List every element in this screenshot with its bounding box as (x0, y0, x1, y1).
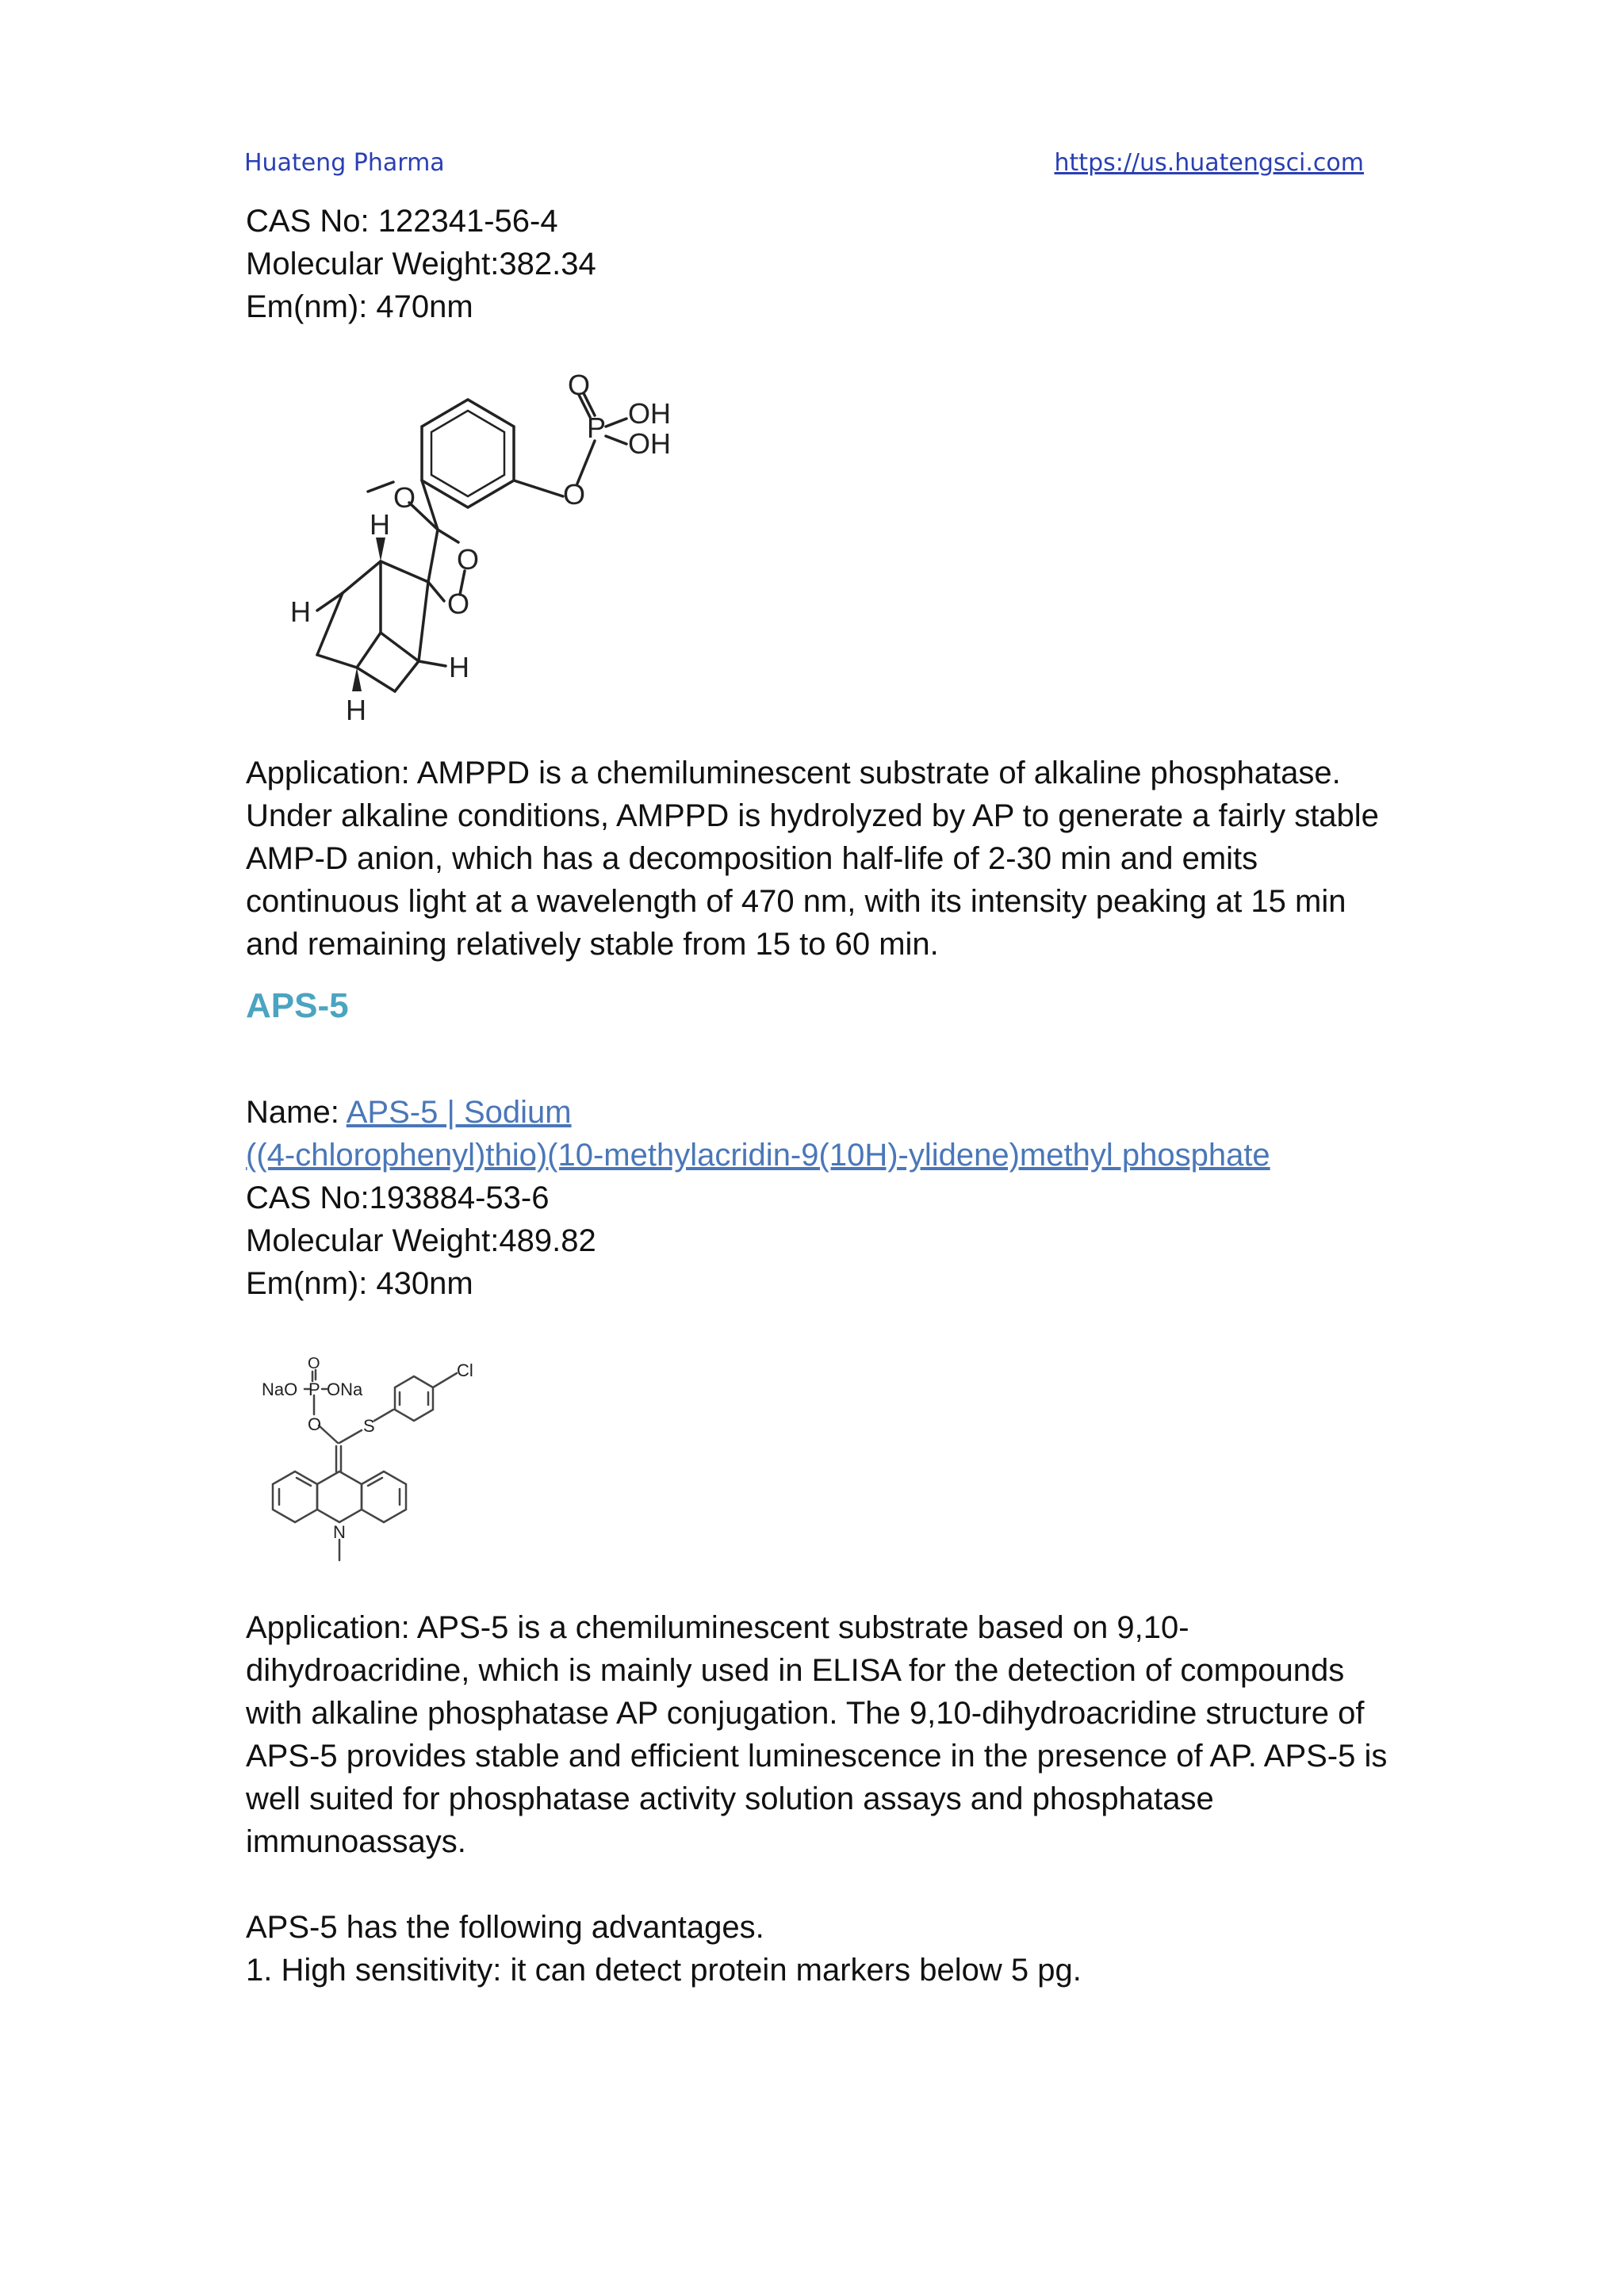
atom-h-label: H (290, 595, 311, 628)
atom-h-label: H (449, 651, 469, 683)
aps5-name-label: Name: (246, 1095, 347, 1130)
aps5-name-line (246, 1091, 1388, 1134)
atom-o-label: O (563, 478, 586, 511)
atom-o-label: O (568, 371, 591, 401)
amppd-cas: CAS No: 122341-56-4 (246, 204, 558, 239)
aps5-structure-image (257, 1353, 527, 1590)
document-body (246, 200, 1388, 1992)
atom-o-label: O (308, 1355, 320, 1372)
atom-o-label: O (308, 1414, 322, 1434)
aps5-molecular-weight: Molecular Weight:489.82 (246, 1223, 596, 1258)
atom-p-label: P (587, 411, 607, 444)
aps5-cas: CAS No:193884-53-6 (246, 1181, 550, 1215)
amppd-structure-image (262, 371, 706, 744)
atom-h-label: H (370, 508, 390, 541)
aps5-name-link-continued[interactable]: ((4-chlorophenyl)thio)(10-methylacridin-9(10H)-ylidene)methyl phosphate (246, 1138, 1270, 1173)
amppd-application: Application: AMPPD is a chemiluminescent substrate of alkaline phosphatase. Under alkaline conditions, AMPPD is hydrolyzed by AP to generate a fairly stable AMP-D anion, which has a decomposition half-life of 2-30 min and emits continuous light at a wavelength of 470 nm, with its intensity peaking at 15 min and remaining relatively stable from 15 to 60 min. (246, 756, 1379, 962)
atom-n-label: N (333, 1522, 346, 1542)
company-url-link[interactable]: https://us.huatengsci.com (1054, 149, 1364, 177)
aps5-advantages-intro: APS-5 has the following advantages. (246, 1910, 764, 1945)
amppd-molecular-weight: Molecular Weight:382.34 (246, 247, 596, 281)
atom-o-label: O (393, 481, 416, 514)
aps5-emission: Em(nm): 430nm (246, 1266, 473, 1301)
atom-p-label: P (308, 1380, 320, 1399)
atom-oh-label: OH (628, 427, 671, 460)
aps5-heading: APS-5 (246, 986, 349, 1025)
atom-ona-label: ONa (327, 1380, 363, 1399)
atom-o-label: O (457, 543, 480, 576)
atom-nao-label: NaO (262, 1380, 298, 1399)
atom-cl-label: Cl (457, 1360, 473, 1380)
aps5-name-link[interactable]: APS-5 | Sodium (346, 1095, 572, 1130)
atom-h-label: H (346, 694, 366, 726)
page-header (244, 149, 1364, 177)
company-name: Huateng Pharma (244, 149, 445, 177)
atom-oh-label: OH (628, 397, 671, 430)
atom-o-label: O (447, 587, 470, 620)
aps5-application: Application: APS-5 is a chemiluminescent substrate based on 9,10-dihydroacridine, which is mainly used in ELISA for the detection of compounds with alkaline phosphatase AP conjugation. The 9,10-dihydroacridine structure of APS-5 provides stable and efficient luminescence in the presence of AP. APS-5 is well suited for phosphatase activity solution assays and phosphatase immunoassays. (246, 1610, 1388, 1859)
amppd-emission: Em(nm): 470nm (246, 289, 473, 324)
aps5-advantage-item: 1. High sensitivity: it can detect protein markers below 5 pg. (246, 1953, 1082, 1988)
atom-s-label: S (363, 1416, 375, 1436)
